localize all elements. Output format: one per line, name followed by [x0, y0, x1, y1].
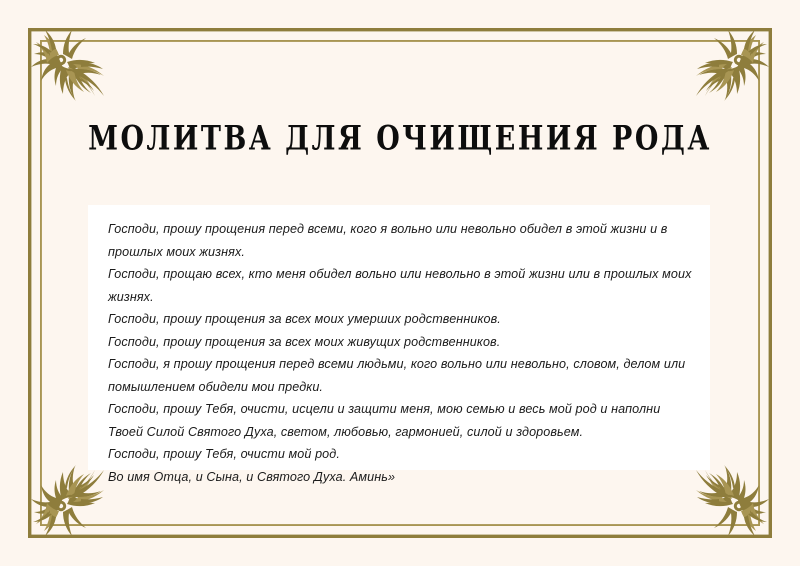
- corner-ornament-bottom-right: [696, 465, 769, 536]
- prayer-line: Господи, прошу прощения за всех моих умерших родственников.: [108, 312, 501, 326]
- prayer-text: [108, 218, 696, 488]
- prayer-line: Господи, прощаю всех, кто меня обидел вольно или невольно в этой жизни или в прошлых моих жизнях.: [108, 267, 692, 304]
- prayer-line: Господи, прошу Тебя, очисти, исцели и защити меня, мою семью и весь мой род и наполни Твоей Силой Святого Духа, светом, любовью, гармонией, силой и здоровьем.: [108, 402, 661, 439]
- prayer-line: Господи, прошу Тебя, очисти мой род.: [108, 447, 340, 461]
- corner-ornament-bottom-left: [31, 465, 104, 536]
- prayer-line: Господи, прошу прощения за всех моих живущих родственников.: [108, 334, 501, 349]
- corner-ornament-top-left: [31, 30, 104, 101]
- prayer-line: Господи, прошу прощения перед всеми, кого я вольно или невольно обидел в этой жизни и в прошлых моих жизнях.: [108, 222, 668, 259]
- corner-ornament-top-right: [696, 30, 769, 101]
- prayer-line: Господи, я прошу прощения перед всеми людьми, кого вольно или невольно, словом, делом или помышлением обидели мои предки.: [108, 357, 686, 394]
- page-title: МОЛИТВА ДЛЯ ОЧИЩЕНИЯ РОДА: [88, 119, 712, 159]
- prayer-line: Во имя Отца, и Сына, и Святого Духа. Аминь»: [108, 469, 396, 484]
